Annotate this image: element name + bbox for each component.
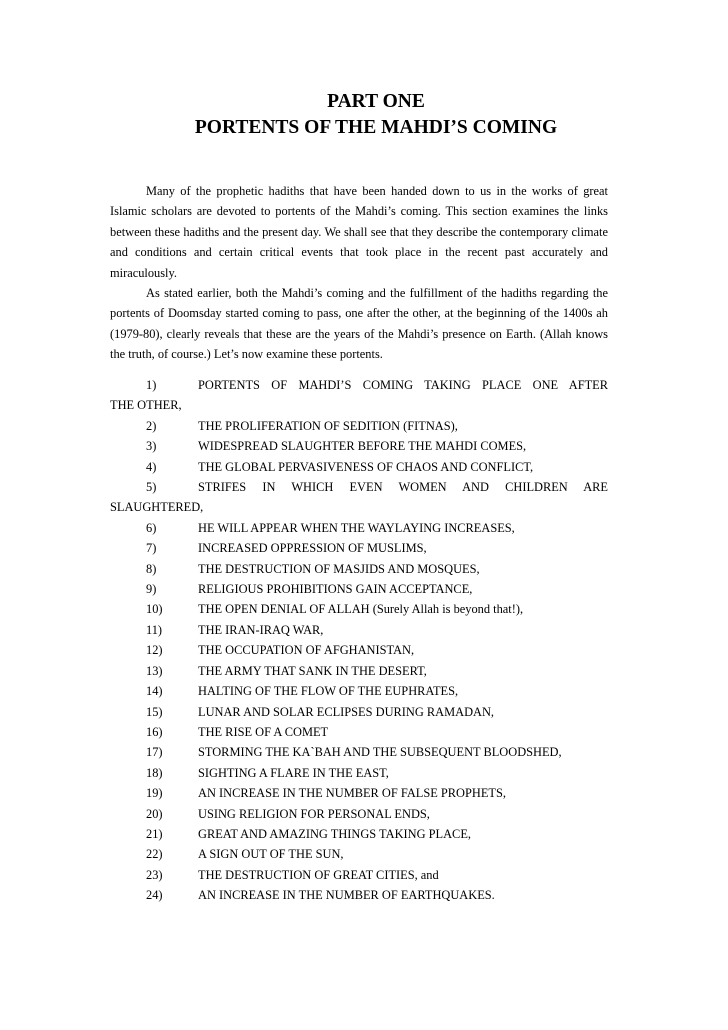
list-item-number: 15) — [146, 704, 163, 719]
list-item — [110, 579, 608, 599]
list-item-text: THE IRAN-IRAQ WAR, — [198, 622, 324, 637]
list-item — [110, 783, 608, 803]
list-item — [110, 844, 608, 864]
list-item-text — [110, 375, 608, 416]
list-item-text: THE DESTRUCTION OF MASJIDS AND MOSQUES, — [198, 561, 480, 576]
list-item — [110, 763, 608, 783]
list-item-text: THE ARMY THAT SANK IN THE DESERT, — [198, 663, 427, 678]
list-item-text: USING RELIGION FOR PERSONAL ENDS, — [198, 806, 430, 821]
list-item-text: RELIGIOUS PROHIBITIONS GAIN ACCEPTANCE, — [198, 582, 473, 597]
list-item-number: 3) — [146, 439, 157, 454]
list-item-number: 4) — [146, 459, 157, 474]
list-item-text: LUNAR AND SOLAR ECLIPSES DURING RAMADAN, — [198, 704, 495, 719]
list-item — [110, 436, 608, 456]
list-item — [110, 804, 608, 824]
list-item-text: AN INCREASE IN THE NUMBER OF FALSE PROPHETS, — [198, 786, 506, 801]
list-item — [110, 824, 608, 844]
list-item-text: THE GLOBAL PERVASIVENESS OF CHAOS AND CONFLICT, — [198, 459, 534, 474]
list-item — [110, 681, 608, 701]
list-item-number: 13) — [146, 663, 163, 678]
list-item — [110, 457, 608, 477]
list-item — [110, 416, 608, 436]
list-item-number: 12) — [146, 643, 163, 658]
list-item — [110, 702, 608, 722]
list-item-number: 14) — [146, 684, 163, 699]
list-item — [110, 620, 608, 640]
list-item — [110, 518, 608, 538]
list-item-number: 20) — [146, 806, 163, 821]
list-item-number: 5) — [146, 480, 157, 495]
list-item-number: 22) — [146, 847, 163, 862]
list-item-number: 9) — [146, 582, 157, 597]
list-item-text-line: THE OTHER, — [110, 398, 182, 413]
list-item — [110, 885, 608, 905]
list-item-text: HE WILL APPEAR WHEN THE WAYLAYING INCREASES, — [198, 520, 515, 535]
list-item-number: 21) — [146, 826, 163, 841]
list-item-text: GREAT AND AMAZING THINGS TAKING PLACE, — [198, 826, 471, 841]
list-item — [110, 375, 608, 416]
list-item-text: AN INCREASE IN THE NUMBER OF EARTHQUAKES. — [198, 888, 495, 903]
list-item-text: SIGHTING A FLARE IN THE EAST, — [198, 765, 389, 780]
list-item-text: THE PROLIFERATION OF SEDITION (FITNAS), — [198, 418, 458, 433]
intro-paragraph — [110, 181, 608, 283]
list-item-number: 19) — [146, 786, 163, 801]
list-item-text: THE OCCUPATION OF AFGHANISTAN, — [198, 643, 415, 658]
list-item — [110, 640, 608, 660]
list-item-number: 11) — [146, 622, 163, 637]
list-item-text-line: STRIFES IN WHICH EVEN WOMEN AND CHILDREN ARE — [198, 480, 608, 495]
list-item-number: 24) — [146, 888, 163, 903]
list-item — [110, 865, 608, 885]
list-item-text-line: SLAUGHTERED, — [110, 500, 204, 515]
list-item-text: A SIGN OUT OF THE SUN, — [198, 847, 344, 862]
list-item-number: 8) — [146, 561, 157, 576]
list-item — [110, 742, 608, 762]
list-item-text: INCREASED OPPRESSION OF MUSLIMS, — [198, 541, 427, 556]
list-item-number: 1) — [146, 378, 157, 392]
list-item — [110, 559, 608, 579]
list-item-text: THE DESTRUCTION OF GREAT CITIES, and — [198, 867, 439, 882]
list-item — [110, 538, 608, 558]
chapter-title: PORTENTS OF THE MAHDI’S COMING — [194, 117, 558, 138]
list-item-text: STORMING THE KA`BAH AND THE SUBSEQUENT BLOODSHED, — [198, 745, 562, 760]
second-paragraph — [110, 283, 608, 365]
paragraph-text: As stated earlier, both the Mahdi’s coming and the fulfillment of the hadiths regarding the portents of Doomsday started coming to pass, one after the other, at the beginning of the 1400s ah (1979-80), clearly reveals that these are the years of the Mahdi’s presence on Earth. (Allah knows the truth, of course.) Let’s now examine these portents. — [110, 286, 608, 362]
portents-list — [110, 375, 608, 906]
list-item-number: 18) — [146, 765, 163, 780]
list-item-text: WIDESPREAD SLAUGHTER BEFORE THE MAHDI COMES, — [198, 439, 527, 454]
list-item-number: 23) — [146, 867, 163, 882]
list-item-number: 7) — [146, 541, 157, 556]
list-item-text-line: PORTENTS OF MAHDI’S COMING TAKING PLACE ONE AFTER — [198, 378, 608, 392]
list-item-text: THE OPEN DENIAL OF ALLAH (Surely Allah is beyond that!), — [198, 602, 524, 617]
list-item-text: THE RISE OF A COMET — [198, 724, 329, 739]
list-item-number: 6) — [146, 520, 157, 535]
list-item — [110, 477, 608, 518]
list-item-number: 10) — [146, 602, 163, 617]
paragraph-text: Many of the prophetic hadiths that have been handed down to us in the works of great Islamic scholars are devoted to portents of the Mahdi’s coming. This section examines the links between these hadiths and the present day. We shall see that they describe the contemporary climate and conditions and certain critical events that took place in the recent past accurately and miraculously. — [110, 184, 608, 280]
list-item-text — [110, 477, 608, 518]
list-item — [110, 661, 608, 681]
list-item-text: HALTING OF THE FLOW OF THE EUPHRATES, — [198, 684, 459, 699]
list-item — [110, 599, 608, 619]
list-item — [110, 722, 608, 742]
list-item-number: 17) — [146, 745, 163, 760]
part-heading: PART ONE — [327, 91, 425, 112]
list-item-number: 2) — [146, 418, 157, 433]
list-item-number: 16) — [146, 724, 163, 739]
